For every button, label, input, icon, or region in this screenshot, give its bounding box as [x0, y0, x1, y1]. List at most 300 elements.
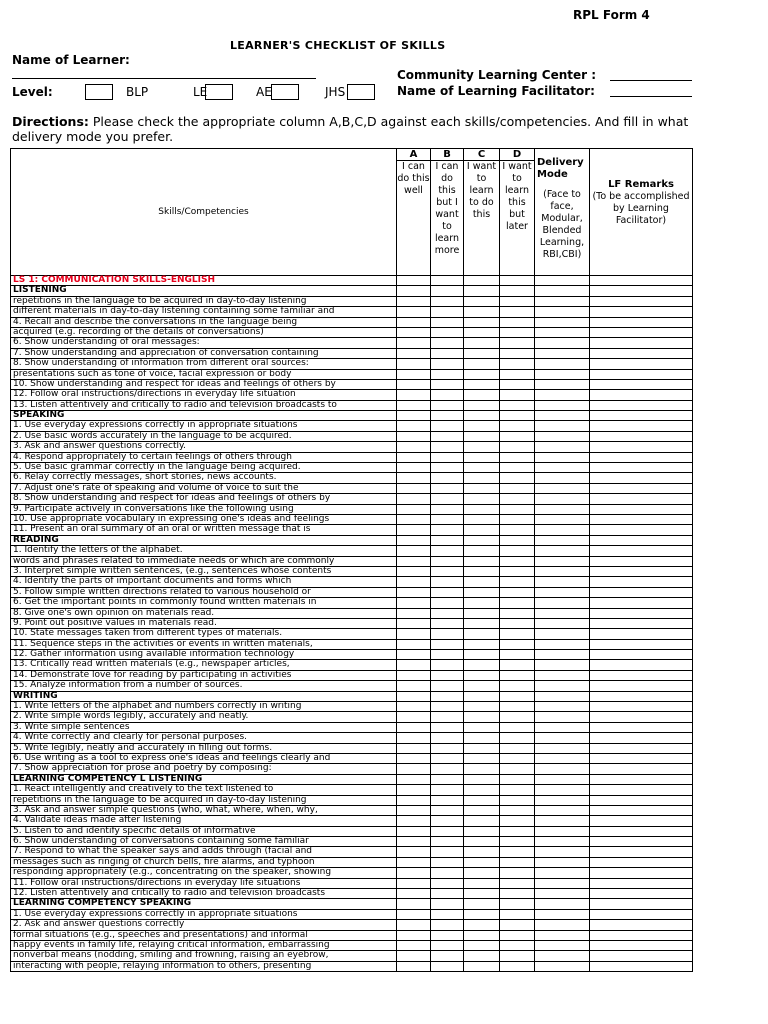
column-d-cell[interactable] — [500, 670, 535, 680]
column-b-cell[interactable] — [431, 681, 464, 691]
delivery-mode-cell[interactable] — [535, 525, 590, 535]
delivery-mode-cell[interactable] — [535, 691, 590, 701]
delivery-mode-cell[interactable] — [535, 805, 590, 815]
lf-remarks-cell[interactable] — [590, 805, 693, 815]
column-d-cell[interactable] — [500, 878, 535, 888]
column-c-cell[interactable] — [464, 847, 500, 857]
lf-remarks-cell[interactable] — [590, 857, 693, 867]
column-b-cell[interactable] — [431, 431, 464, 441]
delivery-mode-cell[interactable] — [535, 670, 590, 680]
column-a-cell[interactable] — [397, 826, 431, 836]
column-d-cell[interactable] — [500, 379, 535, 389]
lf-remarks-cell[interactable] — [590, 442, 693, 452]
column-d-cell[interactable] — [500, 608, 535, 618]
column-c-cell[interactable] — [464, 483, 500, 493]
lf-remarks-cell[interactable] — [590, 577, 693, 587]
column-c-cell[interactable] — [464, 951, 500, 961]
lf-remarks-cell[interactable] — [590, 889, 693, 899]
column-a-cell[interactable] — [397, 795, 431, 805]
column-c-cell[interactable] — [464, 494, 500, 504]
lf-remarks-cell[interactable] — [590, 909, 693, 919]
column-b-cell[interactable] — [431, 338, 464, 348]
column-a-cell[interactable] — [397, 546, 431, 556]
column-d-cell[interactable] — [500, 566, 535, 576]
column-a-cell[interactable] — [397, 660, 431, 670]
column-a-cell[interactable] — [397, 494, 431, 504]
lf-remarks-cell[interactable] — [590, 463, 693, 473]
column-c-cell[interactable] — [464, 390, 500, 400]
name-field[interactable] — [12, 78, 316, 79]
level-checkbox-blp[interactable] — [85, 84, 113, 100]
column-d-cell[interactable] — [500, 650, 535, 660]
column-c-cell[interactable] — [464, 348, 500, 358]
column-c-cell[interactable] — [464, 670, 500, 680]
column-a-cell[interactable] — [397, 774, 431, 784]
column-d-cell[interactable] — [500, 442, 535, 452]
column-b-cell[interactable] — [431, 276, 464, 286]
column-d-cell[interactable] — [500, 452, 535, 462]
column-d-cell[interactable] — [500, 909, 535, 919]
delivery-mode-cell[interactable] — [535, 379, 590, 389]
column-a-cell[interactable] — [397, 930, 431, 940]
column-b-cell[interactable] — [431, 805, 464, 815]
delivery-mode-cell[interactable] — [535, 504, 590, 514]
column-b-cell[interactable] — [431, 566, 464, 576]
delivery-mode-cell[interactable] — [535, 826, 590, 836]
column-c-cell[interactable] — [464, 941, 500, 951]
clc-field[interactable] — [610, 80, 692, 81]
column-a-cell[interactable] — [397, 722, 431, 732]
lf-remarks-cell[interactable] — [590, 774, 693, 784]
column-c-cell[interactable] — [464, 307, 500, 317]
column-c-cell[interactable] — [464, 857, 500, 867]
level-checkbox-ae[interactable] — [271, 84, 299, 100]
lf-remarks-cell[interactable] — [590, 753, 693, 763]
column-a-cell[interactable] — [397, 514, 431, 524]
delivery-mode-cell[interactable] — [535, 411, 590, 421]
column-a-cell[interactable] — [397, 504, 431, 514]
lf-remarks-cell[interactable] — [590, 504, 693, 514]
column-b-cell[interactable] — [431, 650, 464, 660]
column-b-cell[interactable] — [431, 691, 464, 701]
lf-remarks-cell[interactable] — [590, 837, 693, 847]
lf-remarks-cell[interactable] — [590, 535, 693, 545]
lf-remarks-cell[interactable] — [590, 650, 693, 660]
column-c-cell[interactable] — [464, 629, 500, 639]
lf-remarks-cell[interactable] — [590, 359, 693, 369]
lf-remarks-cell[interactable] — [590, 702, 693, 712]
column-d-cell[interactable] — [500, 473, 535, 483]
column-c-cell[interactable] — [464, 463, 500, 473]
column-a-cell[interactable] — [397, 421, 431, 431]
column-d-cell[interactable] — [500, 941, 535, 951]
delivery-mode-cell[interactable] — [535, 618, 590, 628]
column-b-cell[interactable] — [431, 941, 464, 951]
column-a-cell[interactable] — [397, 805, 431, 815]
column-d-cell[interactable] — [500, 421, 535, 431]
column-a-cell[interactable] — [397, 566, 431, 576]
delivery-mode-cell[interactable] — [535, 941, 590, 951]
column-d-cell[interactable] — [500, 681, 535, 691]
column-a-cell[interactable] — [397, 899, 431, 909]
column-b-cell[interactable] — [431, 452, 464, 462]
column-c-cell[interactable] — [464, 400, 500, 410]
column-c-cell[interactable] — [464, 473, 500, 483]
column-b-cell[interactable] — [431, 463, 464, 473]
lf-remarks-cell[interactable] — [590, 348, 693, 358]
column-b-cell[interactable] — [431, 816, 464, 826]
column-a-cell[interactable] — [397, 847, 431, 857]
delivery-mode-cell[interactable] — [535, 722, 590, 732]
lf-remarks-cell[interactable] — [590, 286, 693, 296]
column-a-cell[interactable] — [397, 307, 431, 317]
delivery-mode-cell[interactable] — [535, 650, 590, 660]
lf-remarks-cell[interactable] — [590, 847, 693, 857]
delivery-mode-cell[interactable] — [535, 400, 590, 410]
column-d-cell[interactable] — [500, 826, 535, 836]
delivery-mode-cell[interactable] — [535, 327, 590, 337]
lf-remarks-cell[interactable] — [590, 951, 693, 961]
column-d-cell[interactable] — [500, 286, 535, 296]
lf-remarks-cell[interactable] — [590, 868, 693, 878]
lf-remarks-cell[interactable] — [590, 608, 693, 618]
delivery-mode-cell[interactable] — [535, 483, 590, 493]
column-b-cell[interactable] — [431, 504, 464, 514]
lf-remarks-cell[interactable] — [590, 494, 693, 504]
column-b-cell[interactable] — [431, 837, 464, 847]
column-c-cell[interactable] — [464, 722, 500, 732]
column-b-cell[interactable] — [431, 400, 464, 410]
column-b-cell[interactable] — [431, 411, 464, 421]
column-a-cell[interactable] — [397, 577, 431, 587]
column-d-cell[interactable] — [500, 774, 535, 784]
lf-remarks-cell[interactable] — [590, 525, 693, 535]
column-d-cell[interactable] — [500, 587, 535, 597]
column-b-cell[interactable] — [431, 930, 464, 940]
lf-remarks-cell[interactable] — [590, 733, 693, 743]
column-b-cell[interactable] — [431, 764, 464, 774]
column-d-cell[interactable] — [500, 556, 535, 566]
column-b-cell[interactable] — [431, 639, 464, 649]
column-a-cell[interactable] — [397, 868, 431, 878]
column-c-cell[interactable] — [464, 276, 500, 286]
delivery-mode-cell[interactable] — [535, 514, 590, 524]
lf-remarks-cell[interactable] — [590, 639, 693, 649]
column-b-cell[interactable] — [431, 847, 464, 857]
column-a-cell[interactable] — [397, 837, 431, 847]
column-c-cell[interactable] — [464, 598, 500, 608]
delivery-mode-cell[interactable] — [535, 712, 590, 722]
lf-remarks-cell[interactable] — [590, 712, 693, 722]
column-c-cell[interactable] — [464, 546, 500, 556]
column-a-cell[interactable] — [397, 764, 431, 774]
delivery-mode-cell[interactable] — [535, 452, 590, 462]
column-a-cell[interactable] — [397, 390, 431, 400]
column-d-cell[interactable] — [500, 639, 535, 649]
column-a-cell[interactable] — [397, 535, 431, 545]
column-a-cell[interactable] — [397, 889, 431, 899]
delivery-mode-cell[interactable] — [535, 307, 590, 317]
column-b-cell[interactable] — [431, 785, 464, 795]
column-a-cell[interactable] — [397, 587, 431, 597]
column-a-cell[interactable] — [397, 961, 431, 971]
delivery-mode-cell[interactable] — [535, 494, 590, 504]
column-b-cell[interactable] — [431, 494, 464, 504]
column-c-cell[interactable] — [464, 930, 500, 940]
column-b-cell[interactable] — [431, 546, 464, 556]
column-d-cell[interactable] — [500, 930, 535, 940]
column-d-cell[interactable] — [500, 327, 535, 337]
column-d-cell[interactable] — [500, 785, 535, 795]
column-a-cell[interactable] — [397, 452, 431, 462]
delivery-mode-cell[interactable] — [535, 899, 590, 909]
column-d-cell[interactable] — [500, 504, 535, 514]
column-b-cell[interactable] — [431, 899, 464, 909]
column-b-cell[interactable] — [431, 753, 464, 763]
column-d-cell[interactable] — [500, 868, 535, 878]
delivery-mode-cell[interactable] — [535, 785, 590, 795]
column-a-cell[interactable] — [397, 431, 431, 441]
column-b-cell[interactable] — [431, 317, 464, 327]
column-c-cell[interactable] — [464, 733, 500, 743]
column-b-cell[interactable] — [431, 577, 464, 587]
lf-remarks-cell[interactable] — [590, 411, 693, 421]
delivery-mode-cell[interactable] — [535, 608, 590, 618]
column-b-cell[interactable] — [431, 556, 464, 566]
lf-remarks-cell[interactable] — [590, 598, 693, 608]
column-c-cell[interactable] — [464, 369, 500, 379]
column-d-cell[interactable] — [500, 847, 535, 857]
column-c-cell[interactable] — [464, 411, 500, 421]
delivery-mode-cell[interactable] — [535, 816, 590, 826]
column-b-cell[interactable] — [431, 514, 464, 524]
lf-remarks-cell[interactable] — [590, 473, 693, 483]
column-a-cell[interactable] — [397, 650, 431, 660]
column-d-cell[interactable] — [500, 743, 535, 753]
column-b-cell[interactable] — [431, 369, 464, 379]
column-b-cell[interactable] — [431, 702, 464, 712]
lf-remarks-cell[interactable] — [590, 566, 693, 576]
column-c-cell[interactable] — [464, 961, 500, 971]
lf-remarks-cell[interactable] — [590, 961, 693, 971]
delivery-mode-cell[interactable] — [535, 442, 590, 452]
delivery-mode-cell[interactable] — [535, 359, 590, 369]
column-a-cell[interactable] — [397, 556, 431, 566]
column-b-cell[interactable] — [431, 774, 464, 784]
column-b-cell[interactable] — [431, 442, 464, 452]
delivery-mode-cell[interactable] — [535, 535, 590, 545]
column-b-cell[interactable] — [431, 857, 464, 867]
column-c-cell[interactable] — [464, 618, 500, 628]
column-b-cell[interactable] — [431, 660, 464, 670]
column-b-cell[interactable] — [431, 348, 464, 358]
column-c-cell[interactable] — [464, 639, 500, 649]
column-d-cell[interactable] — [500, 702, 535, 712]
column-a-cell[interactable] — [397, 276, 431, 286]
lf-remarks-cell[interactable] — [590, 920, 693, 930]
column-b-cell[interactable] — [431, 795, 464, 805]
level-checkbox-le[interactable] — [205, 84, 233, 100]
column-d-cell[interactable] — [500, 889, 535, 899]
column-c-cell[interactable] — [464, 691, 500, 701]
delivery-mode-cell[interactable] — [535, 909, 590, 919]
column-d-cell[interactable] — [500, 276, 535, 286]
column-c-cell[interactable] — [464, 774, 500, 784]
column-c-cell[interactable] — [464, 743, 500, 753]
delivery-mode-cell[interactable] — [535, 774, 590, 784]
column-a-cell[interactable] — [397, 400, 431, 410]
column-c-cell[interactable] — [464, 566, 500, 576]
column-d-cell[interactable] — [500, 296, 535, 306]
column-c-cell[interactable] — [464, 909, 500, 919]
delivery-mode-cell[interactable] — [535, 702, 590, 712]
column-c-cell[interactable] — [464, 920, 500, 930]
column-d-cell[interactable] — [500, 514, 535, 524]
lf-remarks-cell[interactable] — [590, 816, 693, 826]
lf-remarks-cell[interactable] — [590, 691, 693, 701]
column-a-cell[interactable] — [397, 442, 431, 452]
column-a-cell[interactable] — [397, 639, 431, 649]
column-d-cell[interactable] — [500, 805, 535, 815]
column-c-cell[interactable] — [464, 660, 500, 670]
column-d-cell[interactable] — [500, 431, 535, 441]
lf-remarks-cell[interactable] — [590, 670, 693, 680]
column-a-cell[interactable] — [397, 743, 431, 753]
column-b-cell[interactable] — [431, 961, 464, 971]
column-d-cell[interactable] — [500, 837, 535, 847]
delivery-mode-cell[interactable] — [535, 795, 590, 805]
column-c-cell[interactable] — [464, 681, 500, 691]
column-a-cell[interactable] — [397, 296, 431, 306]
column-b-cell[interactable] — [431, 296, 464, 306]
column-c-cell[interactable] — [464, 826, 500, 836]
column-d-cell[interactable] — [500, 390, 535, 400]
column-d-cell[interactable] — [500, 546, 535, 556]
column-c-cell[interactable] — [464, 878, 500, 888]
column-c-cell[interactable] — [464, 431, 500, 441]
column-a-cell[interactable] — [397, 525, 431, 535]
delivery-mode-cell[interactable] — [535, 556, 590, 566]
column-d-cell[interactable] — [500, 951, 535, 961]
lf-remarks-cell[interactable] — [590, 400, 693, 410]
lf-remarks-cell[interactable] — [590, 629, 693, 639]
column-d-cell[interactable] — [500, 753, 535, 763]
lf-remarks-cell[interactable] — [590, 899, 693, 909]
column-c-cell[interactable] — [464, 379, 500, 389]
column-c-cell[interactable] — [464, 702, 500, 712]
column-a-cell[interactable] — [397, 920, 431, 930]
column-c-cell[interactable] — [464, 837, 500, 847]
lf-remarks-cell[interactable] — [590, 327, 693, 337]
delivery-mode-cell[interactable] — [535, 961, 590, 971]
delivery-mode-cell[interactable] — [535, 629, 590, 639]
column-c-cell[interactable] — [464, 535, 500, 545]
column-c-cell[interactable] — [464, 442, 500, 452]
column-d-cell[interactable] — [500, 577, 535, 587]
delivery-mode-cell[interactable] — [535, 587, 590, 597]
lf-remarks-cell[interactable] — [590, 483, 693, 493]
column-c-cell[interactable] — [464, 327, 500, 337]
delivery-mode-cell[interactable] — [535, 868, 590, 878]
column-b-cell[interactable] — [431, 868, 464, 878]
lf-remarks-cell[interactable] — [590, 338, 693, 348]
column-c-cell[interactable] — [464, 785, 500, 795]
delivery-mode-cell[interactable] — [535, 369, 590, 379]
column-d-cell[interactable] — [500, 629, 535, 639]
column-d-cell[interactable] — [500, 733, 535, 743]
delivery-mode-cell[interactable] — [535, 878, 590, 888]
column-a-cell[interactable] — [397, 369, 431, 379]
delivery-mode-cell[interactable] — [535, 951, 590, 961]
delivery-mode-cell[interactable] — [535, 733, 590, 743]
column-d-cell[interactable] — [500, 307, 535, 317]
column-a-cell[interactable] — [397, 670, 431, 680]
lf-remarks-cell[interactable] — [590, 296, 693, 306]
facilitator-field[interactable] — [610, 96, 692, 97]
column-a-cell[interactable] — [397, 712, 431, 722]
column-b-cell[interactable] — [431, 307, 464, 317]
column-a-cell[interactable] — [397, 702, 431, 712]
column-b-cell[interactable] — [431, 618, 464, 628]
column-a-cell[interactable] — [397, 951, 431, 961]
column-c-cell[interactable] — [464, 338, 500, 348]
delivery-mode-cell[interactable] — [535, 348, 590, 358]
lf-remarks-cell[interactable] — [590, 795, 693, 805]
column-d-cell[interactable] — [500, 764, 535, 774]
column-c-cell[interactable] — [464, 805, 500, 815]
column-c-cell[interactable] — [464, 608, 500, 618]
column-a-cell[interactable] — [397, 733, 431, 743]
delivery-mode-cell[interactable] — [535, 743, 590, 753]
delivery-mode-cell[interactable] — [535, 566, 590, 576]
column-d-cell[interactable] — [500, 899, 535, 909]
delivery-mode-cell[interactable] — [535, 857, 590, 867]
column-b-cell[interactable] — [431, 286, 464, 296]
column-d-cell[interactable] — [500, 483, 535, 493]
column-c-cell[interactable] — [464, 868, 500, 878]
lf-remarks-cell[interactable] — [590, 618, 693, 628]
column-b-cell[interactable] — [431, 878, 464, 888]
column-b-cell[interactable] — [431, 587, 464, 597]
delivery-mode-cell[interactable] — [535, 473, 590, 483]
column-c-cell[interactable] — [464, 514, 500, 524]
column-d-cell[interactable] — [500, 961, 535, 971]
delivery-mode-cell[interactable] — [535, 546, 590, 556]
column-b-cell[interactable] — [431, 826, 464, 836]
delivery-mode-cell[interactable] — [535, 577, 590, 587]
column-d-cell[interactable] — [500, 463, 535, 473]
column-a-cell[interactable] — [397, 317, 431, 327]
column-d-cell[interactable] — [500, 816, 535, 826]
lf-remarks-cell[interactable] — [590, 681, 693, 691]
column-c-cell[interactable] — [464, 504, 500, 514]
delivery-mode-cell[interactable] — [535, 598, 590, 608]
column-b-cell[interactable] — [431, 920, 464, 930]
column-b-cell[interactable] — [431, 473, 464, 483]
column-c-cell[interactable] — [464, 421, 500, 431]
delivery-mode-cell[interactable] — [535, 889, 590, 899]
lf-remarks-cell[interactable] — [590, 307, 693, 317]
column-b-cell[interactable] — [431, 951, 464, 961]
lf-remarks-cell[interactable] — [590, 276, 693, 286]
column-d-cell[interactable] — [500, 411, 535, 421]
column-c-cell[interactable] — [464, 286, 500, 296]
delivery-mode-cell[interactable] — [535, 681, 590, 691]
lf-remarks-cell[interactable] — [590, 722, 693, 732]
column-c-cell[interactable] — [464, 650, 500, 660]
delivery-mode-cell[interactable] — [535, 753, 590, 763]
column-d-cell[interactable] — [500, 691, 535, 701]
